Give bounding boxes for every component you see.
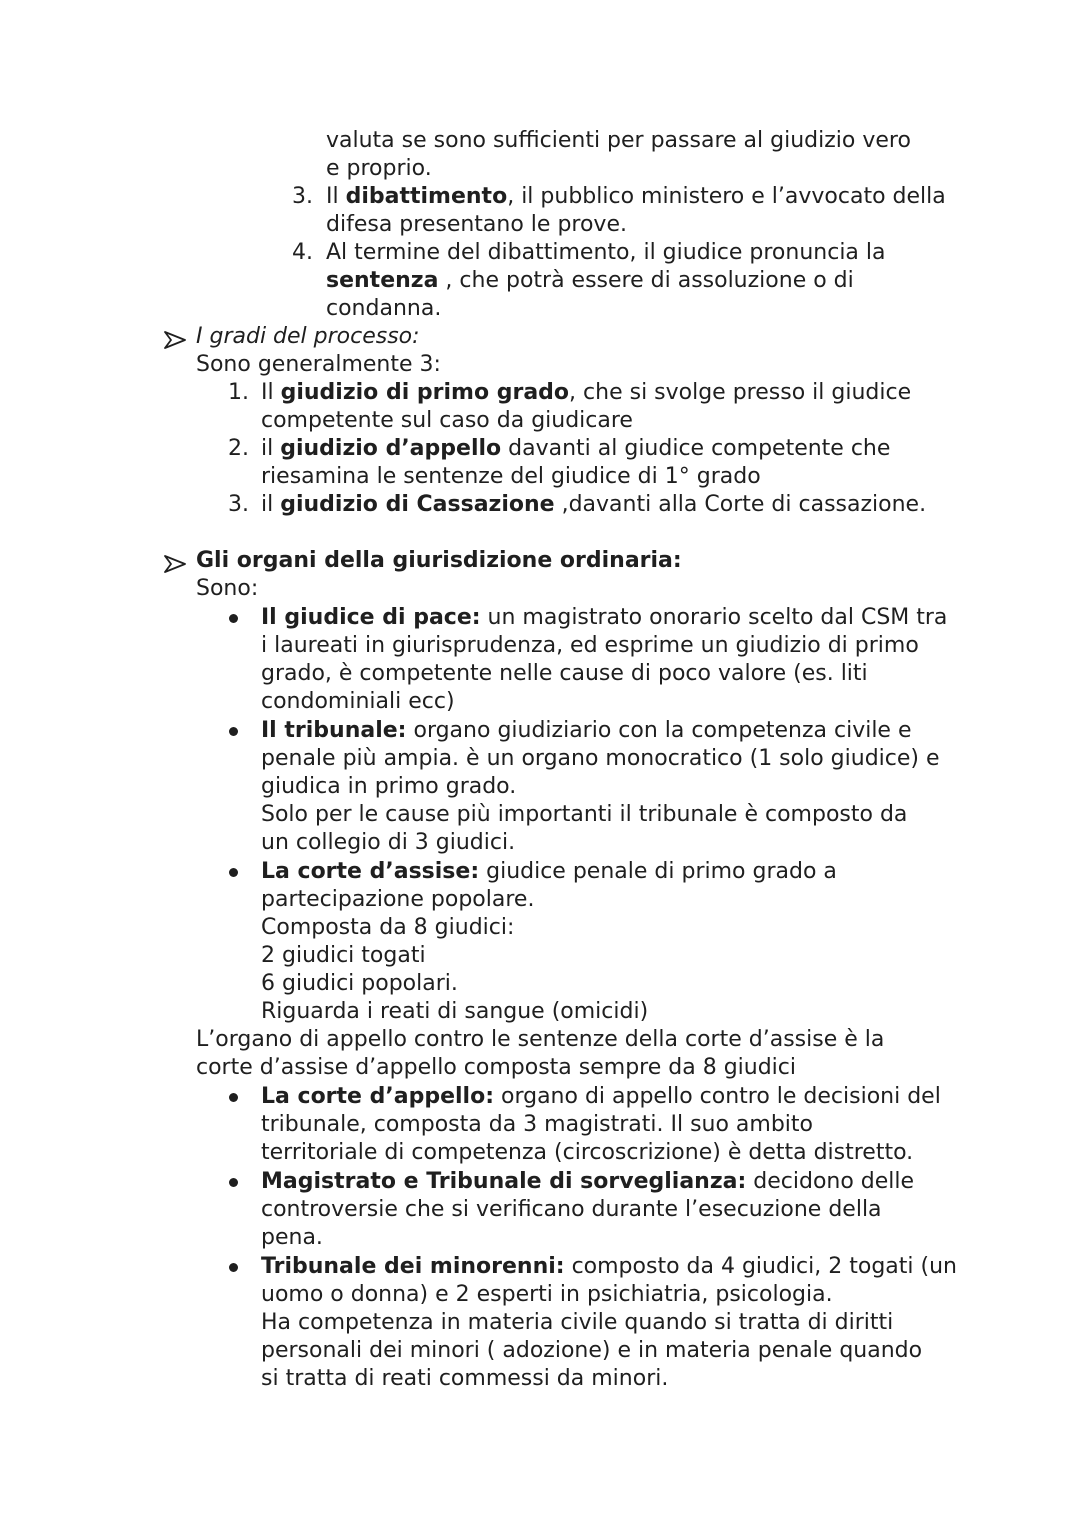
tribunale-line5: un collegio di 3 giudici.	[261, 830, 516, 855]
gradi-item1-line1: Il giudizio di primo grado, che si svolge presso il giudice	[261, 380, 912, 405]
bullet-dot-icon	[229, 1263, 238, 1272]
giudice-pace-line4: condominiali ecc)	[261, 689, 455, 714]
minorenni-line5: si tratta di reati commessi da minori.	[261, 1366, 669, 1391]
bullet-dot-icon	[229, 1178, 238, 1187]
corte-assise-line2: partecipazione popolare.	[261, 887, 535, 912]
corte-assise-line5: 6 giudici popolari.	[261, 971, 458, 996]
list-number: 3.	[228, 492, 249, 517]
sorveglianza-line3: pena.	[261, 1225, 323, 1250]
list-number: 2.	[228, 436, 249, 461]
bullet-dot-icon	[229, 727, 238, 736]
bullet-dot-icon	[229, 868, 238, 877]
step4-line3: condanna.	[326, 296, 442, 321]
giudice-pace-line3: grado, è competente nelle cause di poco valore (es. liti	[261, 661, 868, 686]
list-number: 1.	[228, 380, 249, 405]
list-number: 3.	[292, 184, 313, 209]
gradi-item1-line2: competente sul caso da giudicare	[261, 408, 633, 433]
gradi-intro: Sono generalmente 3:	[196, 352, 441, 377]
corte-appello-line2: tribunale, composta da 3 magistrati. Il suo ambito	[261, 1112, 814, 1137]
corte-assise-line3: Composta da 8 giudici:	[261, 915, 515, 940]
giudice-pace-line1: Il giudice di pace: un magistrato onorario scelto dal CSM tra	[261, 605, 948, 630]
step4-line1: Al termine del dibattimento, il giudice pronuncia la	[326, 240, 886, 265]
gradi-item2-line2: riesamina le sentenze del giudice di 1° grado	[261, 464, 761, 489]
gradi-heading: I gradi del processo:	[196, 324, 420, 349]
sorveglianza-line2: controversie che si verificano durante l’esecuzione della	[261, 1197, 882, 1222]
arrowhead-bullet-icon	[164, 555, 186, 573]
minorenni-line3: Ha competenza in materia civile quando si tratta di diritti	[261, 1310, 894, 1335]
appello-note-line2: corte d’assise d’appello composta sempre da 8 giudici	[196, 1055, 796, 1080]
sorveglianza-line1: Magistrato e Tribunale di sorveglianza: decidono delle	[261, 1169, 915, 1194]
gradi-item2-line1: il giudizio d’appello davanti al giudice competente che	[261, 436, 891, 461]
arrowhead-bullet-icon	[164, 331, 186, 349]
corte-assise-line1: La corte d’assise: giudice penale di primo grado a	[261, 859, 837, 884]
corte-assise-line4: 2 giudici togati	[261, 943, 426, 968]
gradi-item3-line1: il giudizio di Cassazione ,davanti alla Corte di cassazione.	[261, 492, 927, 517]
step3-line1: Il dibattimento, il pubblico ministero e l’avvocato della	[326, 184, 946, 209]
appello-note-line1: L’organo di appello contro le sentenze della corte d’assise è la	[196, 1027, 885, 1052]
corte-assise-line6: Riguarda i reati di sangue (omicidi)	[261, 999, 649, 1024]
minorenni-line1: Tribunale dei minorenni: composto da 4 giudici, 2 togati (un	[261, 1254, 957, 1279]
step4-line2: sentenza , che potrà essere di assoluzione o di	[326, 268, 854, 293]
tribunale-line3: giudica in primo grado.	[261, 774, 517, 799]
minorenni-line2: uomo o donna) e 2 esperti in psichiatria, psicologia.	[261, 1282, 833, 1307]
corte-appello-line1: La corte d’appello: organo di appello contro le decisioni del	[261, 1084, 941, 1109]
giudice-pace-line2: i laureati in giurisprudenza, ed esprime un giudizio di primo	[261, 633, 919, 658]
tribunale-line2: penale più ampia. è un organo monocratico (1 solo giudice) e	[261, 746, 940, 771]
step2-continuation-line1: valuta se sono sufficienti per passare al giudizio vero	[326, 128, 911, 153]
bullet-dot-icon	[229, 1093, 238, 1102]
organi-heading: Gli organi della giurisdizione ordinaria:	[196, 548, 682, 573]
tribunale-line4: Solo per le cause più importanti il tribunale è composto da	[261, 802, 908, 827]
corte-appello-line3: territoriale di competenza (circoscrizione) è detta distretto.	[261, 1140, 914, 1165]
minorenni-line4: personali dei minori ( adozione) e in materia penale quando	[261, 1338, 923, 1363]
step2-continuation-line2: e proprio.	[326, 156, 432, 181]
step3-line2: difesa presentano le prove.	[326, 212, 627, 237]
organi-intro: Sono:	[196, 576, 259, 601]
bullet-dot-icon	[229, 614, 238, 623]
list-number: 4.	[292, 240, 313, 265]
tribunale-line1: Il tribunale: organo giudiziario con la competenza civile e	[261, 718, 912, 743]
